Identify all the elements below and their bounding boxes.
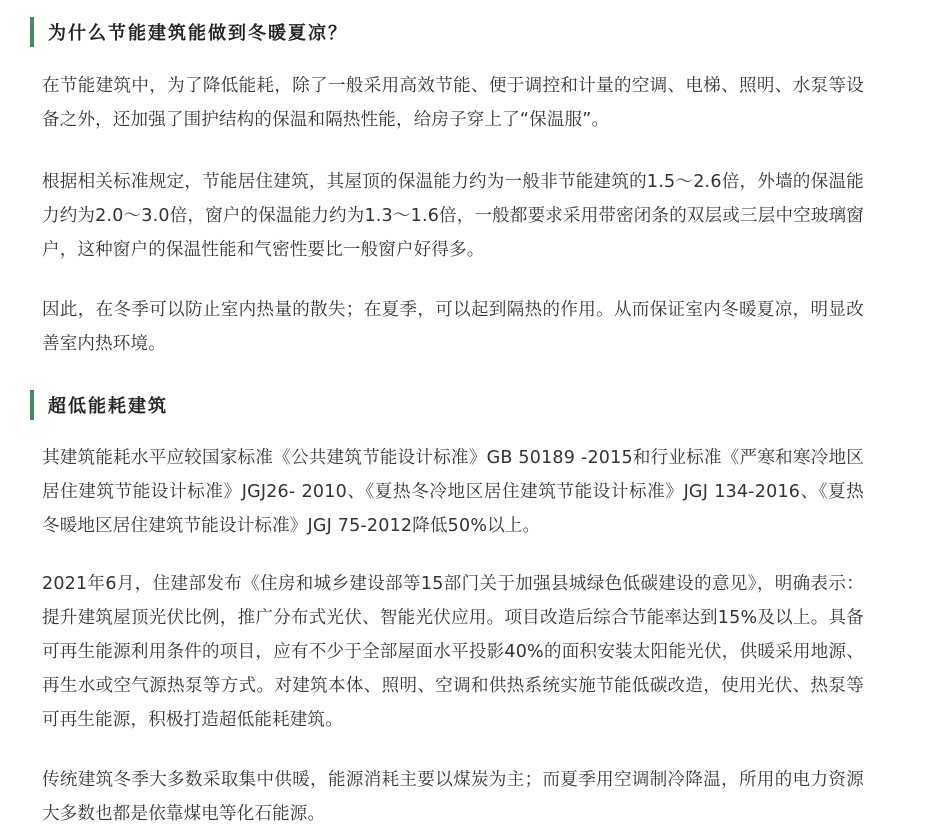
section-heading-text: 为什么节能建筑能做到冬暖夏凉？ [48, 23, 348, 44]
section-heading-text: 超低能耗建筑 [48, 396, 168, 417]
paragraph: 根据相关标准规定，节能居住建筑，其屋顶的保温能力约为一般非节能建筑的1.5～2.6倍，外墙的保温能力约为2.0～3.0倍，窗户的保温能力约为1.3～1.6倍，一般都要求采用带密闭条的双层或三层中空玻璃窗户，这种窗户的保温性能和气密性要比一般窗户好得多。 [42, 172, 864, 260]
paragraph: 其建筑能耗水平应较国家标准《公共建筑节能设计标准》GB 50189 -2015和行业标准《严寒和寒冷地区居住建筑节能设计标准》JGJ26- 2010、《夏热冬冷地区居住建筑节能设计标准》JGJ 134-2016、《夏热冬暖地区居住建筑节能设计标准》JGJ 75-2012降低50%以上。 [42, 448, 864, 536]
paragraph: 传统建筑冬季大多数采取集中供暖，能源消耗主要以煤炭为主；而夏季用空调制冷降温，所用的电力资源大多数也都是依靠煤电等化石能源。 [42, 770, 864, 824]
paragraph: 因此，在冬季可以防止室内热量的散失；在夏季，可以起到隔热的作用。从而保证室内冬暖夏凉，明显改善室内热环境。 [42, 300, 864, 354]
section-heading-why-energy-saving [30, 17, 348, 47]
paragraph: 2021年6月，住建部发布《住房和城乡建设部等15部门关于加强县城绿色低碳建设的意见》，明确表示：提升建筑屋顶光伏比例，推广分布式光伏、智能光伏应用。项目改造后综合节能率达到15%及以上。具备可再生能源利用条件的项目，应有不少于全部屋面水平投影40%的面积安装太阳能光伏，供暖采用地源、再生水或空气源热泵等方式。对建筑本体、照明、空调和供热系统实施节能低碳改造，使用光伏、热泵等可再生能源，积极打造超低能耗建筑。 [42, 574, 864, 730]
paragraph: 在节能建筑中，为了降低能耗，除了一般采用高效节能、便于调控和计量的空调、电梯、照明、水泵等设备之外，还加强了围护结构的保温和隔热性能，给房子穿上了“保温服”。 [42, 76, 864, 130]
section-heading-ultra-low-energy [30, 390, 168, 420]
